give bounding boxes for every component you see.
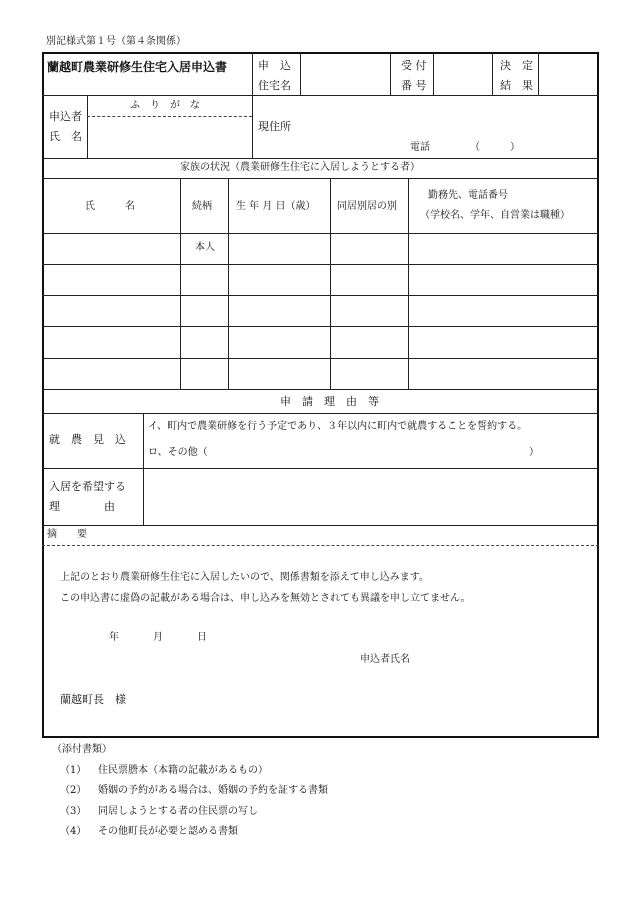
attachment-num: （1） [60,765,87,776]
date-year: 年 [109,632,119,643]
reasons-section-title: 申 請 理 由 等 [280,395,379,408]
attachments-heading: （添付書類） [52,744,112,755]
family-col-cohabit: 同居別居の別 [337,201,397,212]
addressee: 蘭越町長 様 [60,693,126,706]
date-day: 日 [197,632,207,643]
applied-house-label-2: 住宅名 [258,79,291,92]
family-col-relation: 続柄 [192,201,212,212]
form-reference: 別記様式第１号（第４条関係） [46,36,186,47]
summary-label: 摘 要 [47,529,87,540]
attachment-num: （4） [60,826,87,837]
applicant-label: 申込者 [49,110,82,123]
family-col-work: 勤務先、電話番号 [428,190,508,201]
address-label: 現住所 [258,120,291,133]
applicant-name-label: 氏 名 [49,130,82,143]
phone-label: 電話 [410,142,430,153]
attachment-text: その他町長が必要と認める書類 [98,826,238,837]
reason-label-2: 理 由 [49,500,115,513]
farming-option-a: イ、町内で農業研修を行う予定であり、３年以内に町内で就農することを誓約する。 [148,421,528,432]
attachment-text: 住民票謄本（本籍の記載があるもの） [98,765,268,776]
attachment-text: 婚姻の予約がある場合は、婚姻の予約を証する書類 [98,785,328,796]
receipt-label-2: 番 号 [401,79,427,92]
family-col-birthdate: 生 年 月 日（歳） [236,201,316,212]
attachment-num: （2） [60,785,87,796]
farming-option-b-close: ） [529,447,539,458]
receipt-label: 受 付 [401,59,427,72]
reason-label: 入居を希望する [49,480,126,493]
declaration-line-1: 上記のとおり農業研修生住宅に入居したいので、関係書類を添えて申し込みます。 [60,572,429,583]
farming-option-b: ロ、その他（ [148,447,208,458]
attachment-text: 同居しようとする者の住民票の写し [98,806,258,817]
declaration-line-2: この申込書に虚偽の記載がある場合は、申し込みを無効とされても異議を申し立てません。 [60,593,471,604]
form-title: 蘭越町農業研修生住宅入居申込書 [47,60,228,74]
family-col-name: 氏 名 [85,201,135,212]
furigana-label: ふ り が な [130,100,200,111]
decision-label-2: 結 果 [500,79,533,92]
attachment-num: （3） [60,806,87,817]
family-col-work-sub: （学校名、学年、自営業は職種） [420,210,570,221]
phone-parens: （ ） [470,142,520,153]
decision-label: 決 定 [500,59,533,72]
date-month: 月 [153,632,163,643]
applied-house-label: 申 込 [258,59,291,72]
applicant-name-signature: 申込者氏名 [360,654,410,665]
family-section-title: 家族の状況（農業研修生住宅に入居しようとする者） [180,162,420,173]
farming-outlook-label: 就 農 見 込 [49,433,126,446]
family-row-self-relation: 本人 [195,242,215,253]
